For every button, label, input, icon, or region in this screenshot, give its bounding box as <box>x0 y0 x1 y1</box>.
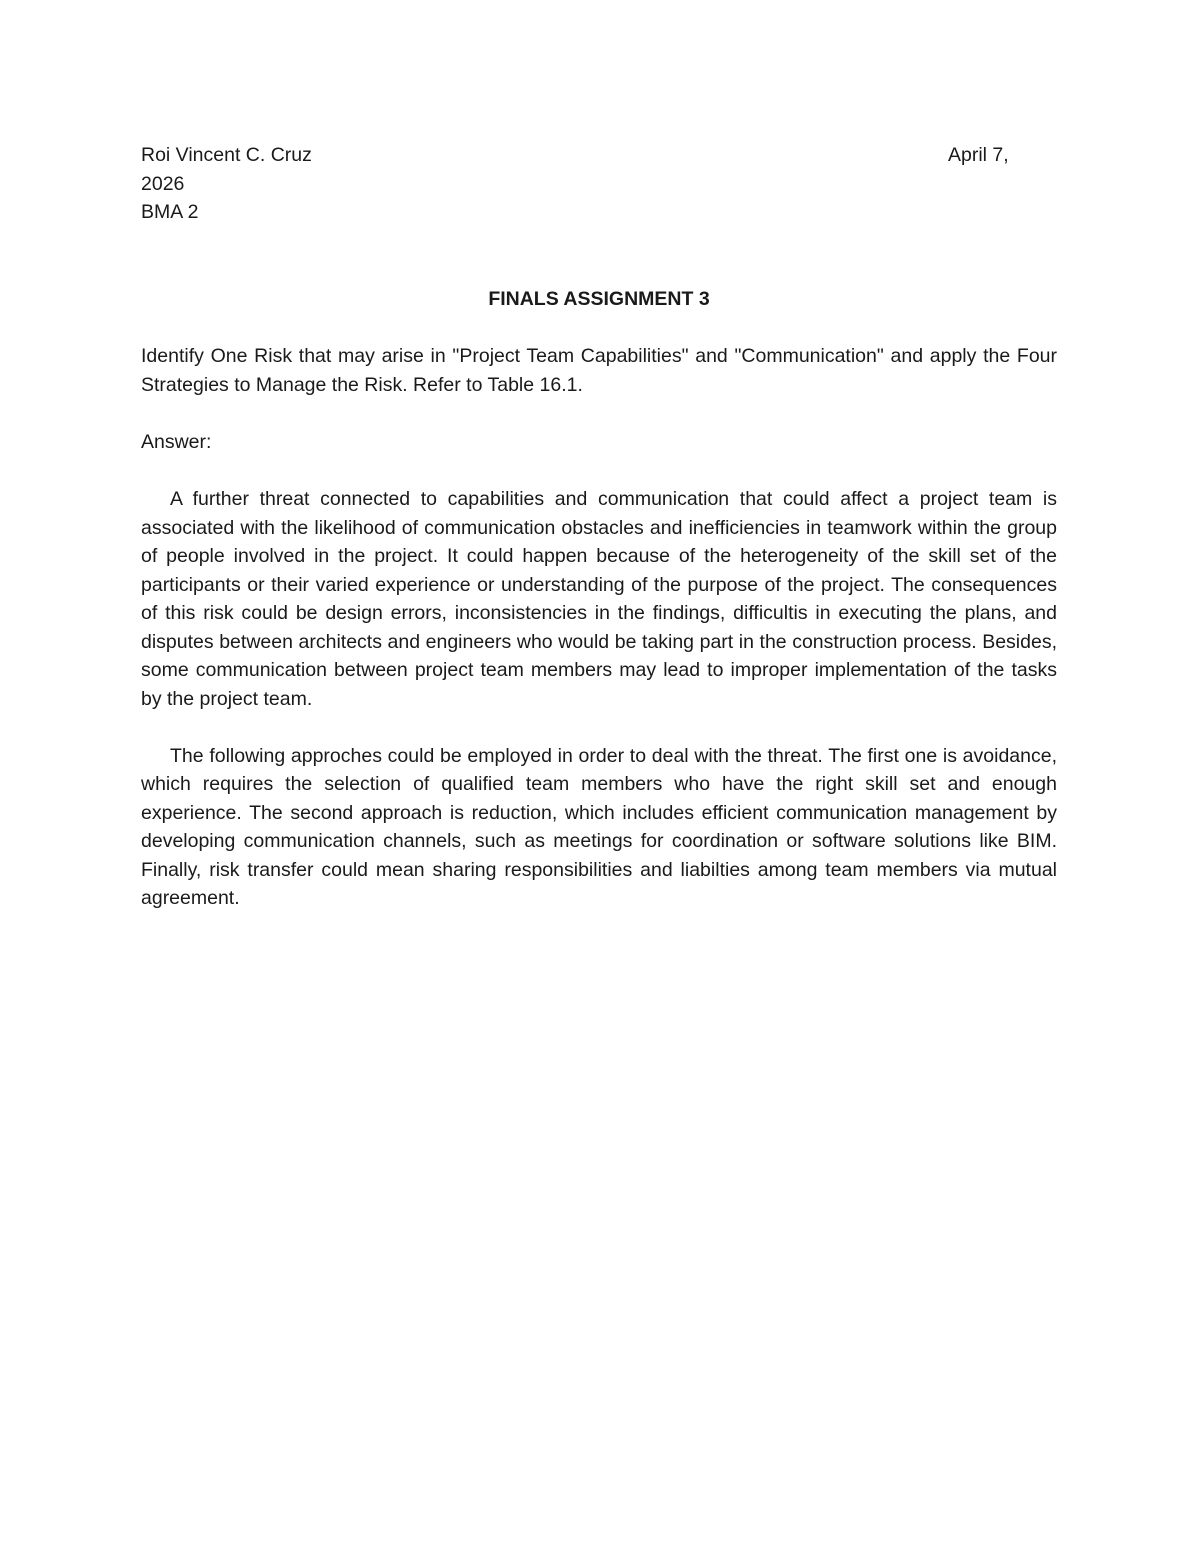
question-text: Identify One Risk that may arise in "Project Team Capabilities" and "Communication" and apply the Four Strategies to Manage the Risk. Refer to Table 16.1. <box>141 345 1057 396</box>
answer-paragraph-1: A further threat connected to capabilities and communication that could affect a project team is associated with the likelihood of communication obstacles and inefficiencies in teamwork within the group of people involved in the project. It could happen because of the heterogeneity of the skill set of the participants or their varied experience or understanding of the purpose of the project. The consequences of this risk could be design errors, inconsistencies in the findings, difficultis in executing the plans, and disputes between architects and engineers who would be taking part in the construction process. Besides, some communication between project team members may lead to improper implementation of the tasks by the project team. <box>141 488 1057 710</box>
document-body <box>141 141 1057 913</box>
course-code: BMA 2 <box>141 201 199 223</box>
document-title: FINALS ASSIGNMENT 3 <box>488 287 710 310</box>
author-name: Roi Vincent C. Cruz <box>141 144 312 166</box>
answer-paragraph-2: The following approches could be employed in order to deal with the threat. The first one is avoidance, which requires the selection of qualified team members who have the right skill set and enough experience. The second approach is reduction, which includes efficient communication management by developing communication channels, such as meetings for coordination or software solutions like BIM. Finally, risk transfer could mean sharing responsibilities and liabilties among team members via mutual agreement. <box>141 744 1057 909</box>
header-line <box>141 141 1057 170</box>
date-month-day: April 7, <box>948 144 1009 166</box>
answer-label: Answer: <box>141 431 212 453</box>
date-year: 2026 <box>141 172 185 195</box>
